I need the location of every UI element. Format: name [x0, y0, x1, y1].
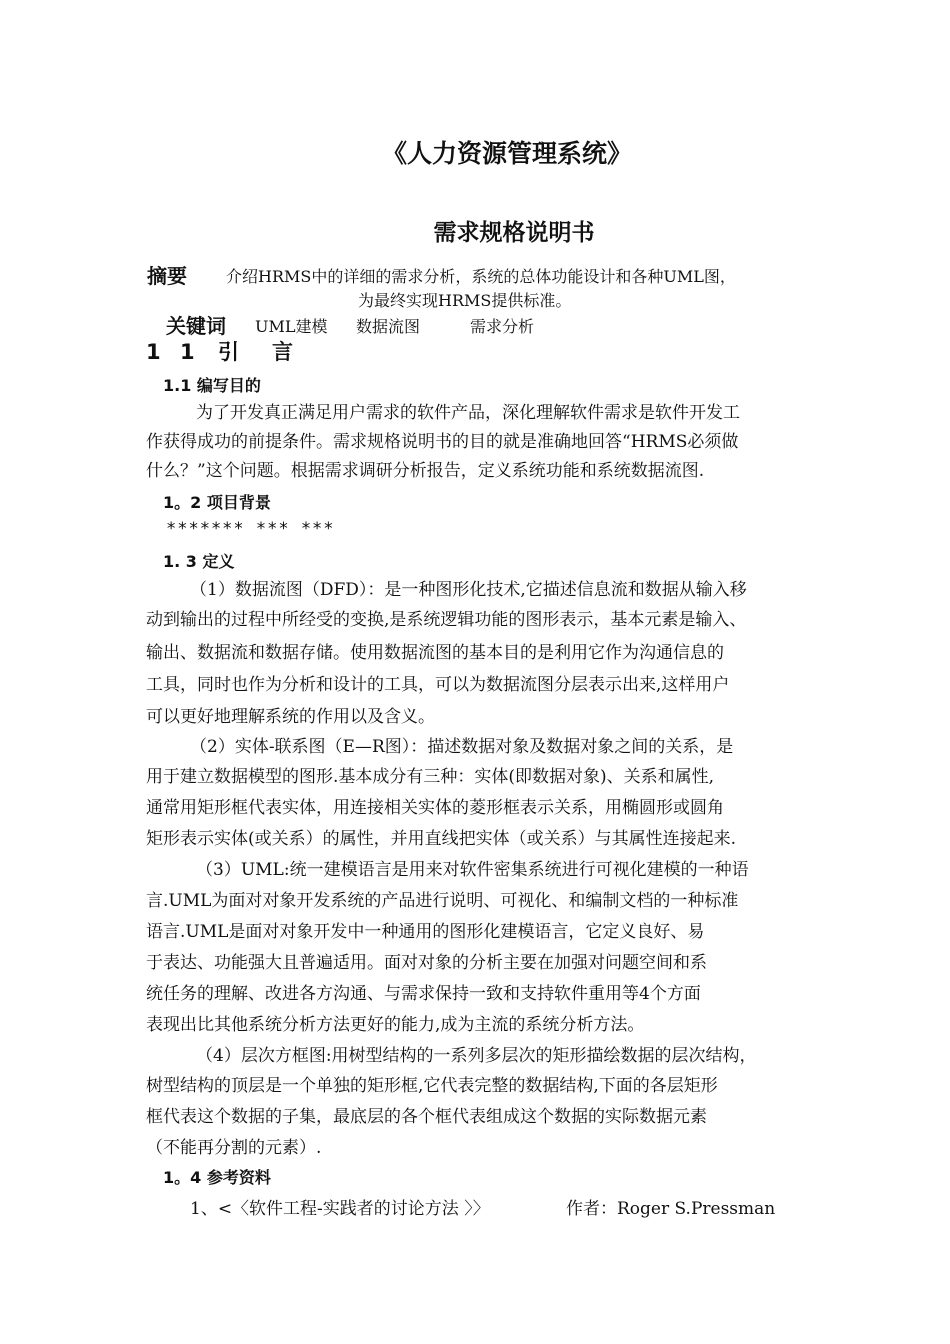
- subsection-heading-1-4: 1。4 参考资料: [163, 1168, 271, 1187]
- paragraph-line: 于表达、功能强大且普遍适用。面对对象的分析主要在加强对问题空间和系: [146, 953, 707, 973]
- paragraph-line: 输出、数据流和数据存储。使用数据流图的基本目的是利用它作为沟通信息的: [146, 643, 724, 663]
- paragraph-line: 工具，同时也作为分析和设计的工具，可以为数据流图分层表示出来,这样用户: [146, 675, 730, 695]
- reference-author: 作者：Roger S.Pressman: [566, 1199, 776, 1219]
- keyword-item: 需求分析: [470, 317, 535, 336]
- section-title-char: 引: [218, 340, 241, 364]
- document-subtitle: 需求规格说明书: [433, 220, 595, 246]
- reference-title: 1、<〈软件工程-实践者的讨论方法 〉〉: [190, 1199, 490, 1219]
- section-1-heading: [146, 336, 295, 366]
- abstract-text-line-2: 为最终实现HRMS提供标准。: [358, 291, 572, 310]
- paragraph-line: 框代表这个数据的子集，最底层的各个框代表组成这个数据的实际数据元素: [146, 1107, 707, 1127]
- paragraph-line: 通常用矩形框代表实体，用连接相关实体的菱形框表示关系，用椭圆形或圆角: [146, 798, 724, 818]
- keywords-label: 关键词: [166, 314, 226, 338]
- paragraph-line: （4）层次方框图:用树型结构的一系列多层次的矩形描绘数据的层次结构，: [196, 1046, 757, 1066]
- paragraph-line: （不能再分割的元素）.: [146, 1138, 322, 1158]
- paragraph-line: （2）实体-联系图（E—R图）：描述数据对象及数据对象之间的关系，是: [190, 737, 734, 757]
- subsection-heading-1-3: 1. 3 定义: [163, 552, 235, 571]
- paragraph-line: 作获得成功的前提条件。需求规格说明书的目的就是准确地回答“HRMS必须做: [146, 432, 739, 452]
- subsection-heading-1-1: 1.1 编写目的: [163, 376, 261, 395]
- paragraph-line: 什么？”这个问题。根据需求调研分析报告，定义系统功能和系统数据流图.: [146, 461, 705, 481]
- paragraph-line: 统任务的理解、改进各方沟通、与需求保持一致和支持软件重用等4个方面: [146, 984, 701, 1004]
- paragraph-line: 动到输出的过程中所经受的变换,是系统逻辑功能的图形表示，基本元素是输入、: [146, 610, 747, 630]
- paragraph-line: 表现出比其他系统分析方法更好的能力,成为主流的系统分析方法。: [146, 1015, 645, 1035]
- paragraph-line: 用于建立数据模型的图形.基本成分有三种：实体(即数据对象)、关系和属性,: [146, 767, 715, 787]
- abstract-text-line-1: 介绍HRMS中的详细的需求分析，系统的总体功能设计和各种UML图，: [226, 267, 736, 286]
- paragraph-line: （1）数据流图（DFD）：是一种图形化技术,它描述信息流和数据从输入移: [190, 580, 747, 600]
- abstract-label: 摘要: [147, 264, 187, 288]
- paragraph-line: 矩形表示实体(或关系）的属性，并用直线把实体（或关系）与其属性连接起来.: [146, 829, 737, 849]
- paragraph-line: 可以更好地理解系统的作用以及含义。: [146, 707, 435, 727]
- paragraph-line: 言.UML为面对对象开发系统的产品进行说明、可视化、和编制文档的一种标准: [146, 891, 739, 911]
- paragraph-line: 树型结构的顶层是一个单独的矩形框,它代表完整的数据结构,下面的各层矩形: [146, 1076, 718, 1096]
- subsection-heading-1-2: 1。2 项目背景: [163, 493, 271, 512]
- paragraph-line: （3）UML:统一建模语言是用来对软件密集系统进行可视化建模的一种语: [196, 860, 749, 880]
- keyword-item: UML建模: [255, 317, 328, 336]
- paragraph-line: 语言.UML是面对对象开发中一种通用的图形化建模语言，它定义良好、易: [146, 922, 705, 942]
- section-title-char: 言: [272, 340, 295, 364]
- section-number: 1: [146, 340, 163, 364]
- project-background-text: ******* *** ***: [166, 519, 335, 539]
- document-title: 《人力资源管理系统》: [381, 139, 632, 168]
- paragraph-line: 为了开发真正满足用户需求的软件产品，深化理解软件需求是软件开发工: [196, 403, 740, 423]
- keyword-item: 数据流图: [356, 317, 421, 336]
- section-number: 1: [180, 340, 197, 364]
